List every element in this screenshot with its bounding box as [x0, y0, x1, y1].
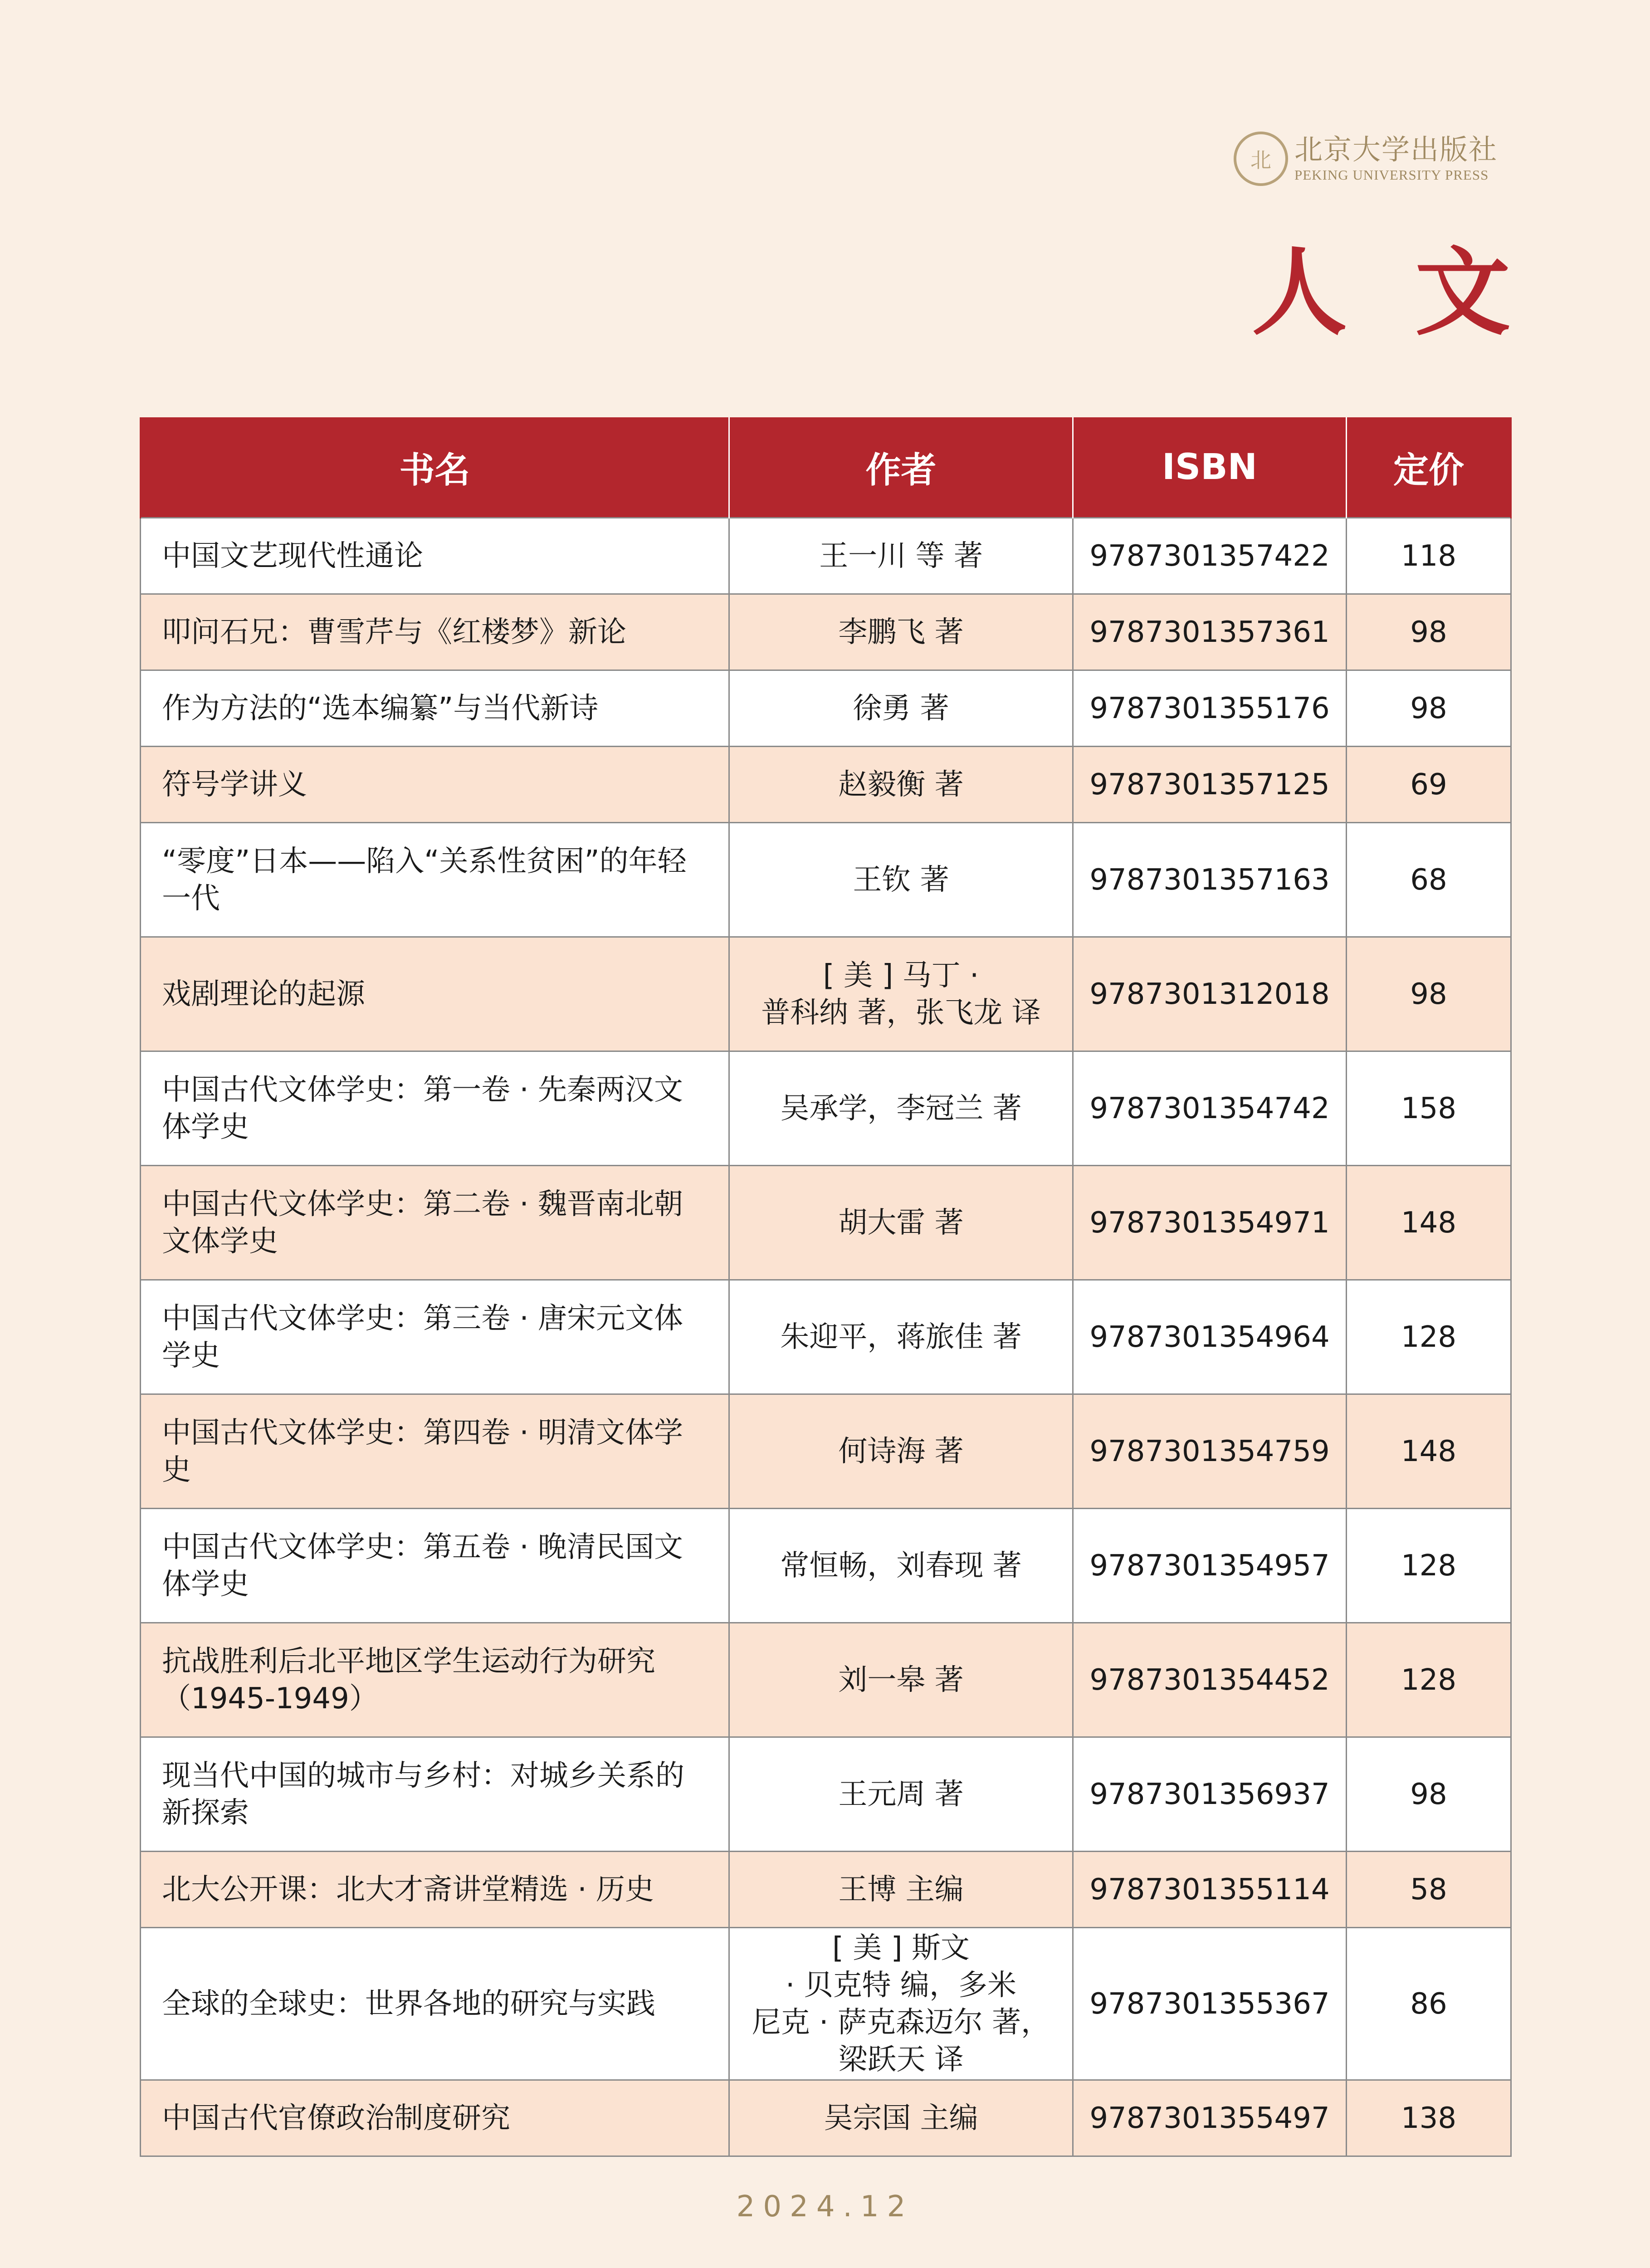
publisher-name-cn: 北京大学出版社	[1294, 133, 1498, 166]
book-author: 常恒畅，刘春现 著	[729, 1509, 1073, 1623]
table-row	[141, 1852, 1511, 1928]
book-price: 128	[1347, 1280, 1511, 1394]
book-title: “零度”日本——陷入“关系性贫困”的年轻一代	[141, 823, 729, 937]
table-row	[141, 1394, 1511, 1509]
book-isbn: 9787301355176	[1073, 670, 1347, 747]
book-author: 王钦 著	[729, 823, 1073, 937]
book-title: 中国古代文体学史：第二卷 · 魏晋南北朝文体学史	[141, 1166, 729, 1280]
table-row	[141, 518, 1511, 594]
book-author: 李鹏飞 著	[729, 594, 1073, 670]
book-title: 叩问石兄：曹雪芹与《红楼梦》新论	[141, 594, 729, 670]
table-row	[141, 1928, 1511, 2080]
section-title: 人文	[1251, 236, 1578, 348]
book-isbn: 9787301357163	[1073, 823, 1347, 937]
book-author: 何诗海 著	[729, 1394, 1073, 1509]
book-isbn: 9787301355367	[1073, 1928, 1347, 2080]
book-title: 中国古代文体学史：第一卷 · 先秦两汉文体学史	[141, 1051, 729, 1166]
book-isbn: 9787301354957	[1073, 1509, 1347, 1623]
publisher-logo	[1234, 129, 1515, 188]
book-isbn: 9787301357422	[1073, 518, 1347, 594]
book-author: 朱迎平，蒋旅佳 著	[729, 1280, 1073, 1394]
book-author: 王一川 等 著	[729, 518, 1073, 594]
header-title: 书名	[141, 417, 729, 518]
table-row	[141, 1166, 1511, 1280]
book-title: 抗战胜利后北平地区学生运动行为研究（1945-1949）	[141, 1623, 729, 1737]
table-row	[141, 823, 1511, 937]
table-body	[141, 518, 1511, 2156]
book-isbn: 9787301354971	[1073, 1166, 1347, 1280]
book-price: 69	[1347, 747, 1511, 823]
book-price: 98	[1347, 670, 1511, 747]
book-price: 148	[1347, 1394, 1511, 1509]
book-price: 98	[1347, 594, 1511, 670]
header-author: 作者	[729, 417, 1073, 518]
book-author: 胡大雷 著	[729, 1166, 1073, 1280]
book-author: 刘一皋 著	[729, 1623, 1073, 1737]
book-price: 118	[1347, 518, 1511, 594]
book-price: 68	[1347, 823, 1511, 937]
table-row	[141, 1509, 1511, 1623]
book-title: 中国古代文体学史：第三卷 · 唐宋元文体学史	[141, 1280, 729, 1394]
book-list-table	[140, 417, 1512, 2157]
book-author: 王元周 著	[729, 1737, 1073, 1852]
book-author: [ 美 ] 马丁 · 普科纳 著，张飞龙 译	[729, 937, 1073, 1051]
table-row	[141, 1051, 1511, 1166]
book-title: 中国文艺现代性通论	[141, 518, 729, 594]
book-price: 128	[1347, 1623, 1511, 1737]
book-isbn: 9787301312018	[1073, 937, 1347, 1051]
book-price: 148	[1347, 1166, 1511, 1280]
book-price: 98	[1347, 1737, 1511, 1852]
book-author: 吴宗国 主编	[729, 2080, 1073, 2156]
footer-date: 2024.12	[736, 2190, 914, 2224]
publisher-name-en: PEKING UNIVERSITY PRESS	[1294, 167, 1489, 183]
table-row	[141, 1280, 1511, 1394]
book-price: 58	[1347, 1852, 1511, 1928]
table-row	[141, 937, 1511, 1051]
book-title: 作为方法的“选本编纂”与当代新诗	[141, 670, 729, 747]
book-author: 王博 主编	[729, 1852, 1073, 1928]
book-title: 符号学讲义	[141, 747, 729, 823]
book-price: 86	[1347, 1928, 1511, 2080]
book-isbn: 9787301355114	[1073, 1852, 1347, 1928]
university-seal-icon: 北	[1234, 132, 1288, 186]
book-author: [ 美 ] 斯文 · 贝克特 编，多米 尼克 · 萨克森迈尔 著，梁跃天 译	[729, 1928, 1073, 2080]
publisher-name	[1294, 133, 1498, 184]
book-author: 吴承学，李冠兰 著	[729, 1051, 1073, 1166]
book-price: 98	[1347, 937, 1511, 1051]
table-row	[141, 1623, 1511, 1737]
book-isbn: 9787301354964	[1073, 1280, 1347, 1394]
book-author: 徐勇 著	[729, 670, 1073, 747]
book-title: 戏剧理论的起源	[141, 937, 729, 1051]
header-isbn: ISBN	[1073, 417, 1347, 518]
table-row	[141, 2080, 1511, 2156]
book-title: 中国古代文体学史：第四卷 · 明清文体学史	[141, 1394, 729, 1509]
table-row	[141, 594, 1511, 670]
table-row	[141, 670, 1511, 747]
book-title: 全球的全球史：世界各地的研究与实践	[141, 1928, 729, 2080]
book-title: 现当代中国的城市与乡村：对城乡关系的新探索	[141, 1737, 729, 1852]
book-price: 158	[1347, 1051, 1511, 1166]
book-isbn: 9787301357361	[1073, 594, 1347, 670]
book-isbn: 9787301354452	[1073, 1623, 1347, 1737]
book-isbn: 9787301356937	[1073, 1737, 1347, 1852]
book-isbn: 9787301354759	[1073, 1394, 1347, 1509]
book-isbn: 9787301357125	[1073, 747, 1347, 823]
table-row	[141, 747, 1511, 823]
book-price: 138	[1347, 2080, 1511, 2156]
book-isbn: 9787301355497	[1073, 2080, 1347, 2156]
book-price: 128	[1347, 1509, 1511, 1623]
table-header-row	[141, 417, 1511, 518]
header-price: 定价	[1347, 417, 1511, 518]
book-title: 中国古代官僚政治制度研究	[141, 2080, 729, 2156]
book-title: 中国古代文体学史：第五卷 · 晚清民国文体学史	[141, 1509, 729, 1623]
book-title: 北大公开课：北大才斋讲堂精选 · 历史	[141, 1852, 729, 1928]
table-row	[141, 1737, 1511, 1852]
book-isbn: 9787301354742	[1073, 1051, 1347, 1166]
book-author: 赵毅衡 著	[729, 747, 1073, 823]
